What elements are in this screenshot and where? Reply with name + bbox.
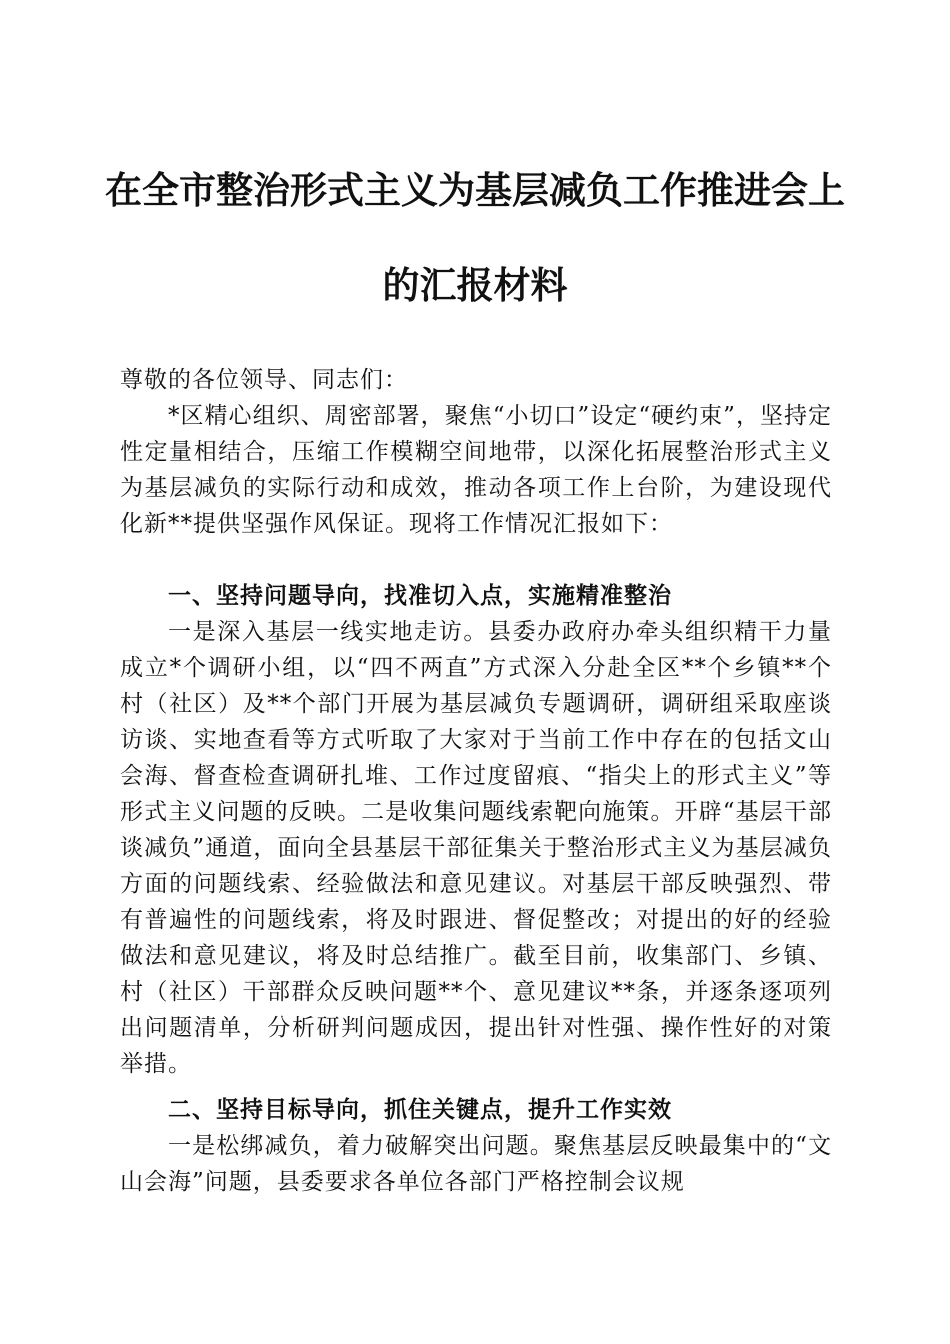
section-2-heading: 二、坚持目标导向，抓住关键点，提升工作实效 — [168, 1097, 672, 1123]
section-1-paragraph: 一是深入基层一线实地走访。县委办政府办牵头组织精干力量成立*个调研小组，以“四不两直”方式深入分赴全区**个乡镇**个村（社区）及**个部门开展为基层减负专题调研，调研组采取座谈访谈、实地查看等方式听取了大家对于当前工作中存在的包括文山会海、督查检查调研扎堆、工作过度留痕、“指尖上的形式主义”等形式主义问题的反映。二是收集问题线索靶向施策。开辟“基层干部谈减负”通道，面向全县基层干部征集关于整治形式主义为基层减负方面的问题线索、经验做法和意见建议。对基层干部反映强烈、带有普遍性的问题线索，将及时跟进、督促整改；对提出的好的经验做法和意见建议，将及时总结推广。截至目前，收集部门、乡镇、村（社区）干部群众反映问题**个、意见建议**条，并逐条逐项列出问题清单，分析研判问题成因，提出针对性强、操作性好的对策举措。 — [120, 619, 832, 1077]
section-1-heading: 一、坚持问题导向，找准切入点，实施精准整治 — [168, 583, 672, 609]
document-title-line-2: 的汇报材料 — [382, 263, 568, 307]
intro-paragraph: *区精心组织、周密部署，聚焦“小切口”设定“硬约束”，坚持定性定量相结合，压缩工作模糊空间地带，以深化拓展整治形式主义为基层减负的实际行动和成效，推动各项工作上台阶，为建设现代化新**提供坚强作风保证。现将工作情况汇报如下： — [120, 403, 832, 537]
section-2-paragraph: 一是松绑减负，着力破解突出问题。聚焦基层反映最集中的“文山会海”问题，县委要求各单位各部门严格控制会议规 — [120, 1133, 832, 1195]
salutation: 尊敬的各位领导、同志们： — [120, 367, 408, 393]
document-title-line-1: 在全市整治形式主义为基层减负工作推进会上 — [105, 168, 845, 212]
